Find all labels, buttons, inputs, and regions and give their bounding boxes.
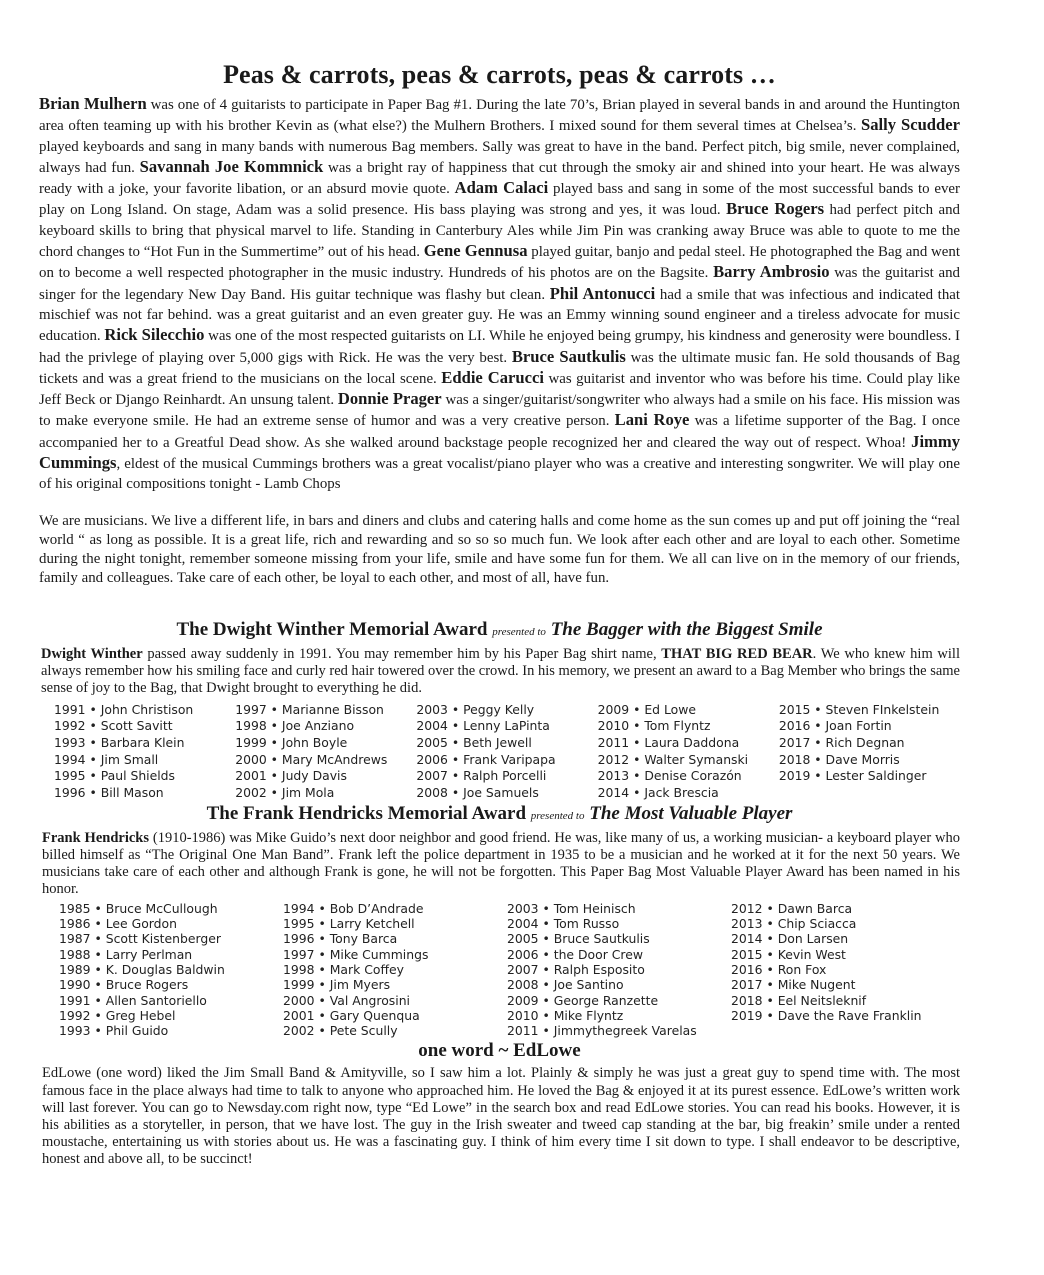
tribute-text: was one of the most respected guitarists on LI. While he enjoyed being grumpy, his kindness and generosity were boundless. I had the privlege of playing over 5,000 gigs with Rick. He was the very best. bbox=[39, 328, 960, 366]
award-name: The Frank Hendricks Memorial Award bbox=[206, 802, 527, 824]
tribute-text: had a smile that was infectious and indicated that mischief was not far behind. was a great guitarist and an even greater guy. He was an Emmy winning sound engineer and a tireless advocate for music education. bbox=[39, 286, 961, 345]
winner-entry: 2008 • Joe Samuels bbox=[416, 785, 539, 801]
winner-entry: 2007 • Ralph Esposito bbox=[507, 961, 645, 977]
winner-entry: 2001 • Judy Davis bbox=[235, 768, 347, 784]
winners-column bbox=[54, 702, 235, 802]
edlowe-paragraph: EdLowe (one word) liked the Jim Small Band & Amityville, so I saw him a lot. Plainly & simply he was just a great guy to spend time with. The most famous face in the place always had time to talk to anyone who approached him. He loved the Bag & enjoyed it at its purest essence. EdLowe’s written work will last forever. You can go to Newsday.com right now, type “Ed Lowe” in the search box and read EdLowe stories. You can read his books. However, it is his abilities as a storyteller, in person, that we have lost. The guy in the Irish sweater and tweed cap standing at the bar, big freakin’ smile under a rented moustache, entertaining us with stories about us. He was a fascinating guy. I think of him every time I sit down to type. I shall endeavor to be descriptive, honest and above all, to be succinct! bbox=[42, 1065, 960, 1168]
winner-entry: 2009 • George Ranzette bbox=[507, 992, 659, 1008]
award-recipient: The Bagger with the Biggest Smile bbox=[550, 618, 823, 640]
award-description-text: (1910-1986) was Mike Guido’s next door neighbor and good friend. He was, like many of us, a working musician- a keyboard player who billed himself as “The Original One Man Band”. Frank left the police department in 1935 to be a musician and he worked at it for the next 50 years. We musicians take care of each other and although Frank is gone, he will not be forgotten. This Paper Bag Most Valuable Player Award has been named in his honor. bbox=[42, 829, 961, 897]
winner-entry: 2010 • Mike Flyntz bbox=[507, 1007, 624, 1023]
award-recipient: The Most Valuable Player bbox=[589, 802, 793, 824]
winners-column bbox=[731, 901, 955, 1039]
tribute-name: Bruce Sautkulis bbox=[511, 346, 626, 366]
winners-list bbox=[59, 901, 960, 1039]
winner-entry: 2018 • Dave Morris bbox=[778, 751, 900, 767]
winner-entry: 1991 • John Christison bbox=[54, 701, 194, 717]
award-heading bbox=[39, 802, 960, 828]
award-description bbox=[42, 830, 960, 898]
tribute-text: was a lifetime supporter of the Bag. I once accompanied her to a Greatful Dead show. As she walked around backstage people recognized her and cleared the way out of respect. Whoa! bbox=[39, 413, 961, 451]
winner-entry: 1997 • Marianne Bisson bbox=[235, 701, 384, 717]
winner-entry: 2008 • Joe Santino bbox=[507, 977, 624, 993]
winner-entry: 1992 • Greg Hebel bbox=[59, 1007, 176, 1023]
frank-hendricks-award bbox=[39, 802, 960, 1039]
tribute-text: had perfect pitch and keyboard skills to bring that physical marvel to life. Standing in Canterbury Ales while Jim Pin was cranking away Bruce was able to quote to me the chord changes to “Hot Fun in the Summertime” out of his head. bbox=[39, 202, 960, 261]
winner-entry: 2000 • Val Angrosini bbox=[283, 992, 410, 1008]
winner-entry: 2003 • Peggy Kelly bbox=[416, 701, 535, 717]
winner-entry: 2009 • Ed Lowe bbox=[597, 701, 696, 717]
winner-entry: 1993 • Phil Guido bbox=[59, 1023, 169, 1039]
winner-entry: 1990 • Bruce Rogers bbox=[59, 977, 189, 993]
winner-entry: 2004 • Lenny LaPinta bbox=[416, 718, 550, 734]
tribute-text: was a bright ray of happiness that cut through the smoky air and shined into your heart. He was always ready with a joke, your favorite libation, or an absurd movie quote. bbox=[39, 159, 961, 198]
tribute-text: played keyboards and sang in many bands with numerous Bag members. Sally was great to have in the band. Perfect pitch, big smile, never complained, always had fun. bbox=[39, 138, 960, 176]
dwight-winther-award bbox=[39, 618, 960, 802]
tribute-text: , eldest of the musical Cummings brothers was a great vocalist/piano player who was a creative and interesting songwriter. We will play one of his original compositions tonight - Lamb Chops bbox=[39, 456, 960, 493]
award-name: The Dwight Winther Memorial Award bbox=[176, 618, 488, 640]
winner-entry: 2001 • Gary Quenqua bbox=[283, 1007, 420, 1023]
winner-entry: 1993 • Barbara Klein bbox=[54, 734, 185, 750]
winner-entry: 1985 • Bruce McCullough bbox=[59, 900, 218, 916]
tributes-paragraph bbox=[39, 94, 960, 495]
winner-entry: 2018 • Eel Neitsleknif bbox=[731, 992, 867, 1008]
tribute-text: was the ultimate music fan. He sold thousands of Bag tickets and was a great friend to the musicians on the local scene. bbox=[39, 349, 960, 387]
award-heading bbox=[39, 618, 960, 644]
tribute-text: was guitarist and inventor who was before his time. Could play like Jeff Beck or Django Reinhardt. An unsung talent. bbox=[39, 370, 960, 409]
tribute-text: played guitar, banjo and pedal steel. He photographed the Bag and went on to become a well respected photographer in the music industry. Hundreds of his photos are on the Bagsite. bbox=[39, 244, 960, 282]
winner-entry: 2011 • Jimmythegreek Varelas bbox=[507, 1023, 697, 1039]
winner-entry: 2006 • the Door Crew bbox=[507, 946, 643, 962]
winner-entry: 2015 • Kevin West bbox=[731, 946, 846, 962]
winner-entry: 2000 • Mary McAndrews bbox=[235, 751, 388, 767]
honoree-name: Frank Hendricks bbox=[42, 829, 149, 846]
winner-entry: 1987 • Scott Kistenberger bbox=[59, 931, 221, 947]
winner-entry: 2013 • Chip Sciacca bbox=[731, 916, 857, 932]
winner-entry: 2015 • Steven FInkelstein bbox=[778, 701, 940, 717]
winner-entry: 2012 • Walter Symanski bbox=[597, 751, 749, 767]
winner-entry: 2007 • Ralph Porcelli bbox=[416, 768, 547, 784]
winner-entry: 2014 • Don Larsen bbox=[731, 931, 849, 947]
winner-entry: 2017 • Rich Degnan bbox=[778, 734, 905, 750]
winner-entry: 1995 • Larry Ketchell bbox=[283, 916, 415, 932]
tribute-name: Eddie Carucci bbox=[441, 367, 544, 387]
tribute-name: Donnie Prager bbox=[337, 389, 442, 409]
winner-entry: 1995 • Paul Shields bbox=[54, 768, 176, 784]
tribute-text: was the guitarist and singer for the legendary New Day Band. His guitar technique was flashy but clean. bbox=[39, 265, 960, 303]
winners-column bbox=[416, 702, 597, 802]
winner-entry: 2017 • Mike Nugent bbox=[731, 977, 856, 993]
tribute-text: played bass and sang in some of the most successful bands to ever play on Long Island. On stage, Adam was a solid presence. His bass playing was strong and yes, it was loud. bbox=[39, 181, 960, 219]
winner-entry: 1989 • K. Douglas Baldwin bbox=[59, 961, 225, 977]
winner-entry: 1996 • Tony Barca bbox=[283, 931, 398, 947]
winner-entry: 1994 • Bob D’Andrade bbox=[283, 900, 424, 916]
winner-entry: 1999 • John Boyle bbox=[235, 734, 348, 750]
winner-entry: 2005 • Beth Jewell bbox=[416, 734, 532, 750]
winner-entry: 1998 • Joe Anziano bbox=[235, 718, 355, 734]
winner-entry: 2019 • Lester Saldinger bbox=[778, 768, 927, 784]
tribute-name: Rick Silecchio bbox=[104, 325, 205, 345]
tribute-name: Sally Scudder bbox=[860, 115, 960, 135]
winner-entry: 1994 • Jim Small bbox=[54, 751, 159, 767]
tribute-name: Barry Ambrosio bbox=[713, 262, 830, 282]
winner-entry: 2011 • Laura Daddona bbox=[597, 734, 740, 750]
edlowe-heading: one word ~ EdLowe bbox=[418, 1040, 581, 1062]
tribute-name: Bruce Rogers bbox=[726, 199, 825, 219]
tribute-name: Adam Calaci bbox=[454, 178, 549, 198]
tribute-name: Savannah Joe Kommnick bbox=[139, 156, 324, 176]
winner-entry: 2016 • Ron Fox bbox=[731, 961, 827, 977]
winners-list bbox=[54, 702, 960, 802]
tribute-text: was one of 4 guitarists to participate in Paper Bag #1. During the late 70’s, Brian played in several bands in and around the Huntington area often teaming up with his brother Kevin as (what else?) the Mulhern Brothers. I mixed sound for them several times at Chelsea’s. bbox=[39, 97, 960, 135]
winner-entry: 2002 • Jim Mola bbox=[235, 785, 335, 801]
winner-entry: 1991 • Allen Santoriello bbox=[59, 992, 207, 1008]
winner-entry: 1997 • Mike Cummings bbox=[283, 946, 429, 962]
winner-entry: 2019 • Dave the Rave Franklin bbox=[731, 1007, 922, 1023]
award-presented-label: presented to bbox=[530, 809, 585, 822]
page-title: Peas & carrots, peas & carrots, peas & carrots … bbox=[223, 60, 776, 89]
winner-entry: 1988 • Larry Perlman bbox=[59, 946, 193, 962]
award-description-text: passed away suddenly in 1991. You may remember him by his Paper Bag shirt name, bbox=[142, 645, 662, 662]
winner-entry: 1998 • Mark Coffey bbox=[283, 961, 404, 977]
winner-entry: 2006 • Frank Varipapa bbox=[416, 751, 556, 767]
winners-column bbox=[779, 702, 960, 802]
winner-entry: 2003 • Tom Heinisch bbox=[507, 900, 636, 916]
tribute-name: Phil Antonucci bbox=[549, 283, 656, 303]
winner-entry: 2014 • Jack Brescia bbox=[597, 785, 719, 801]
page bbox=[39, 60, 960, 1169]
winners-column bbox=[235, 702, 416, 802]
winner-entry: 2010 • Tom Flyntz bbox=[597, 718, 711, 734]
winners-column bbox=[507, 901, 731, 1039]
award-presented-label: presented to bbox=[492, 625, 546, 638]
award-description bbox=[41, 646, 960, 698]
award-description-text: . We who knew him will always remember how his smiling face and curly red hair towered over the crowd. In his memory, we present an award to a Bag Member who brings the same sense of joy to the Bag, that Dwight brought to everything he did. bbox=[41, 645, 960, 697]
winner-entry: 1992 • Scott Savitt bbox=[54, 718, 173, 734]
winner-entry: 2013 • Denise Corazón bbox=[597, 768, 742, 784]
winner-entry: 2012 • Dawn Barca bbox=[731, 900, 853, 916]
winner-entry: 2005 • Bruce Sautkulis bbox=[507, 931, 650, 947]
tribute-name: Jimmy Cummings bbox=[39, 431, 960, 473]
winner-entry: 2002 • Pete Scully bbox=[283, 1023, 398, 1039]
winner-entry: 2016 • Joan Fortin bbox=[778, 718, 892, 734]
honoree-name: Dwight Winther bbox=[41, 645, 143, 662]
winners-column bbox=[598, 702, 779, 802]
shirt-name: THAT BIG RED BEAR bbox=[661, 645, 813, 662]
tribute-name: Gene Gennusa bbox=[423, 241, 528, 261]
winner-entry: 1986 • Lee Gordon bbox=[59, 916, 177, 932]
winner-entry: 1999 • Jim Myers bbox=[283, 977, 391, 993]
winner-entry: 1996 • Bill Mason bbox=[54, 785, 164, 801]
winners-column bbox=[283, 901, 507, 1039]
tribute-text: was a singer/guitarist/songwriter who always had a smile on his face. His mission was to make everyone smile. He had an extreme sense of humor and was a very creative person. bbox=[39, 392, 961, 430]
winner-entry: 2004 • Tom Russo bbox=[507, 916, 620, 932]
closing-paragraph: We are musicians. We live a different life, in bars and diners and clubs and catering halls and come home as the sun comes up and put off joining the “real world “ as long as possible. It is a great life, rich and rewarding and so so so much fun. We look after each other and are loyal to each other. Sometime during the night tonight, remember someone missing from your life, smile and have some fun for them. We all can live on in the memory of our friends, family and colleagues. Take care of each other, be loyal to each other, and most of all, have fun. bbox=[39, 512, 960, 586]
tribute-name: Brian Mulhern bbox=[39, 94, 147, 113]
winners-column bbox=[59, 901, 283, 1039]
tribute-name: Lani Roye bbox=[614, 410, 690, 430]
